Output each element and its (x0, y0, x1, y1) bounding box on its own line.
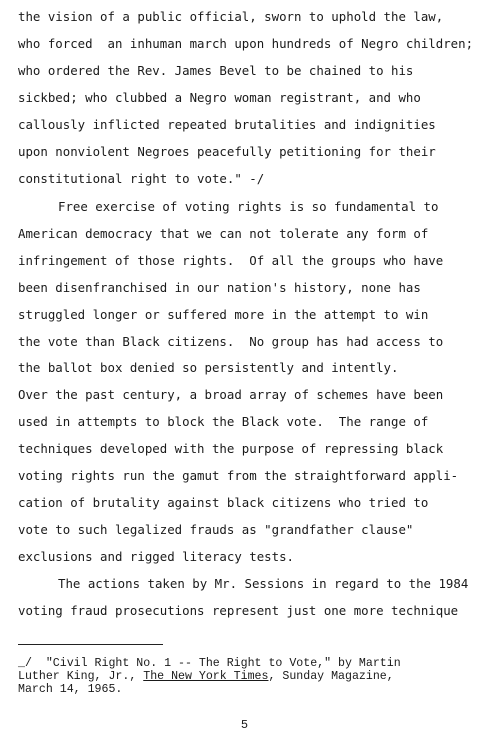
body-line-10: infringement of those rights. Of all the groups who have (18, 253, 444, 268)
body-line-5: callously inflicted repeated brutalities and indignities (18, 117, 436, 132)
body-line-3: who ordered the Rev. James Bevel to be chained to his (18, 63, 414, 78)
body-line-22: The actions taken by Mr. Sessions in regard to the 1984 (58, 576, 469, 591)
footnote-author: Luther King, Jr., (18, 670, 144, 683)
body-line-17: techniques developed with the purpose of repressing black (18, 441, 444, 456)
body-line-6: upon nonviolent Negroes peacefully petitioning for their (18, 144, 436, 159)
page-number: 5 (240, 718, 249, 732)
body-line-9: American democracy that we can not tolerate any form of (18, 226, 429, 241)
footnote-line-2 (18, 670, 394, 683)
footnote-publication-section: , Sunday Magazine, (268, 670, 394, 683)
body-line-13: the vote than Black citizens. No group has had access to (18, 334, 444, 349)
body-line-20: vote to such legalized frauds as "grandfather clause" (18, 522, 414, 537)
body-line-23: voting fraud prosecutions represent just one more technique (18, 603, 459, 618)
body-line-14: the ballot box denied so persistently and intently. (18, 360, 399, 375)
footnote-line-3: March 14, 1965. (18, 683, 123, 696)
footnote-publication-title: The New York Times (143, 670, 269, 683)
body-line-15: Over the past century, a broad array of schemes have been (18, 387, 444, 402)
body-line-7: constitutional right to vote." -/ (18, 171, 265, 186)
body-line-11: been disenfranchised in our nation's history, none has (18, 280, 421, 295)
body-line-1: the vision of a public official, sworn to uphold the law, (18, 9, 444, 24)
footnote-divider (18, 644, 163, 645)
body-line-16: used in attempts to block the Black vote. The range of (18, 414, 429, 429)
body-line-18: voting rights run the gamut from the straightforward appli- (18, 468, 459, 483)
body-line-8: Free exercise of voting rights is so fundamental to (58, 199, 439, 214)
body-line-12: struggled longer or suffered more in the attempt to win (18, 307, 429, 322)
body-line-2: who forced an inhuman march upon hundreds of Negro children; (18, 36, 474, 51)
footnote-line-1: _/ "Civil Right No. 1 -- The Right to Vote," by Martin (18, 657, 401, 670)
body-line-19: cation of brutality against black citizens who tried to (18, 495, 429, 510)
body-line-4: sickbed; who clubbed a Negro woman registrant, and who (18, 90, 421, 105)
body-line-21: exclusions and rigged literacy tests. (18, 549, 295, 564)
